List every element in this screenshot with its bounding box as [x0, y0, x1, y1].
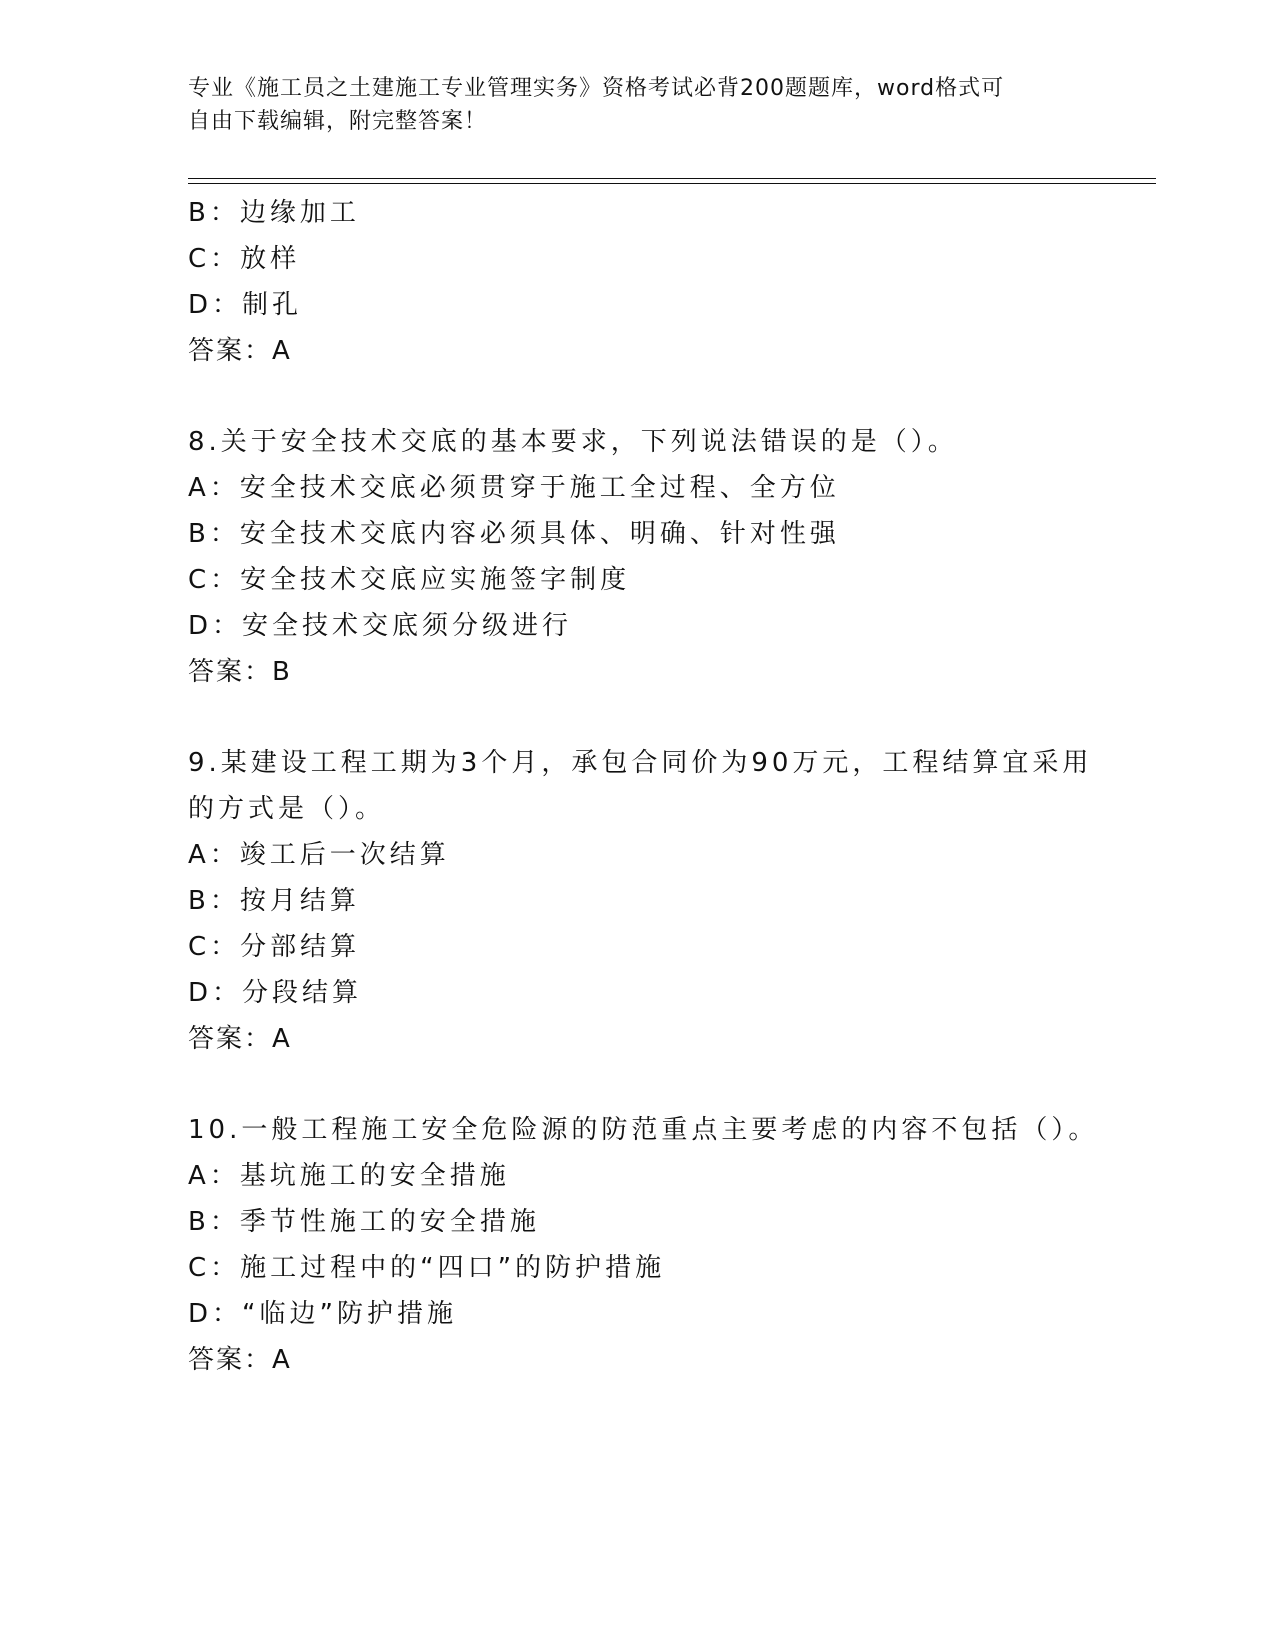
header-line-1: 专业《施工员之土建施工专业管理实务》资格考试必背200题题库，word格式可 [188, 76, 1005, 101]
option-d: D：“临边”防护措施 [188, 1299, 457, 1329]
header-line-2: 自由下载编辑，附完整答案！ [188, 109, 488, 134]
option-c: C：安全技术交底应实施签字制度 [188, 565, 631, 595]
answer-line: 答案：A [188, 1345, 292, 1375]
question-title-line-1: 9.某建设工程工期为3个月，承包合同价为90万元，工程结算宜采用 [188, 748, 1093, 778]
question-10 [188, 1107, 1168, 1383]
option-b: B：边缘加工 [188, 198, 360, 228]
option-d: D：制孔 [188, 290, 303, 320]
option-d: D：安全技术交底须分级进行 [188, 611, 573, 641]
answer-line: 答案：A [188, 336, 292, 366]
option-d: D：分段结算 [188, 978, 363, 1008]
option-a: A：安全技术交底必须贯穿于施工全过程、全方位 [188, 473, 840, 503]
question-title-line-2: 的方式是（）。 [188, 794, 386, 824]
previous-question-block [188, 190, 1168, 374]
question-9 [188, 740, 1168, 1062]
option-b: B：按月结算 [188, 886, 360, 916]
option-b: B：季节性施工的安全措施 [188, 1207, 540, 1237]
option-c: C：放样 [188, 244, 301, 274]
question-title: 8.关于安全技术交底的基本要求，下列说法错误的是（）。 [188, 427, 958, 457]
question-list [188, 190, 1168, 1383]
option-a: A：竣工后一次结算 [188, 840, 450, 870]
answer-line: 答案：A [188, 1024, 292, 1054]
question-title: 10.一般工程施工安全危险源的防范重点主要考虑的内容不包括（）。 [188, 1115, 1099, 1145]
header-divider-secondary [188, 183, 1156, 184]
option-c: C：分部结算 [188, 932, 361, 962]
question-8 [188, 419, 1168, 695]
option-c: C：施工过程中的“四口”的防护措施 [188, 1253, 666, 1283]
option-a: A：基坑施工的安全措施 [188, 1161, 510, 1191]
header-divider [188, 178, 1156, 179]
document-header [188, 72, 1068, 138]
option-b: B：安全技术交底内容必须具体、明确、针对性强 [188, 519, 840, 549]
answer-line: 答案：B [188, 657, 292, 687]
